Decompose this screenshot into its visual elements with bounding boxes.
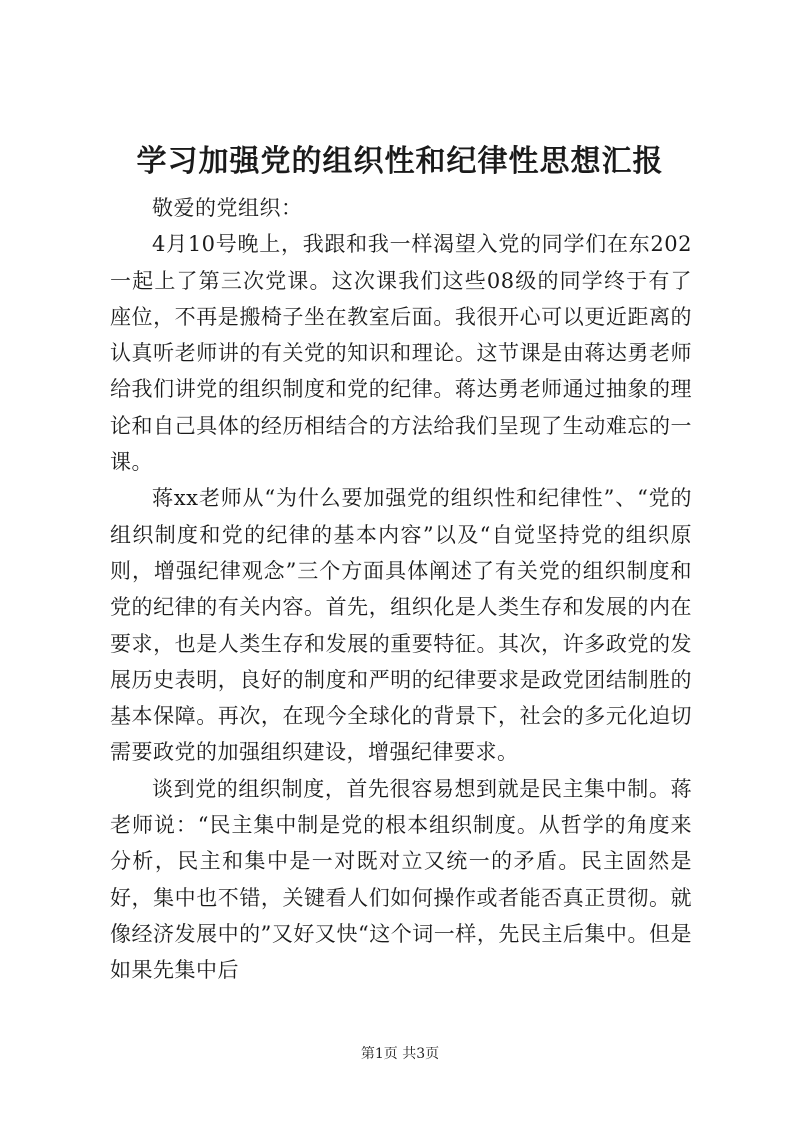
page-number-footer: 第1页 共3页: [360, 1046, 440, 1062]
salutation-paragraph: 敬爱的党组织：: [152, 196, 303, 220]
body-paragraph: 4月10号晚上，我跟和我一样渴望入党的同学们在东202一起上了第三次党课。这次课我们这些08级的同学终于有了座位，不再是搬椅子坐在教室后面。我很开心可以更近距离的认真听老师讲的有关党的知识和理论。这节课是由蒋达勇老师给我们讲党的组织制度和党的纪律。蒋达勇老师通过抽象的理论和自己具体的经历相结合的方法给我们呈现了生动难忘的一课。: [110, 232, 692, 475]
body-paragraph: 蒋xx老师从“为什么要加强党的组织性和纪律性”、“党的组织制度和党的纪律的基本内容”以及“自觉坚持党的组织原则，增强纪律观念”三个方面具体阐述了有关党的组织制度和党的纪律的有关内容。首先，组织化是人类生存和发展的内在要求，也是人类生存和发展的重要特征。其次，许多政党的发展历史表明，良好的制度和严明的纪律要求是政党团结制胜的基本保障。再次，在现今全球化的背景下，社会的多元化迫切需要政党的加强组织建设，增强纪律要求。: [110, 486, 692, 765]
body-paragraph: 谈到党的组织制度，首先很容易想到就是民主集中制。蒋老师说：“民主集中制是党的根本组织制度。从哲学的角度来分析，民主和集中是一对既对立又统一的矛盾。民主固然是好，集中也不错，关键看人们如何操作或者能否真正贯彻。就像经济发展中的”又好又快“这个词一样，先民主后集中。但是如果先集中后: [110, 776, 692, 983]
document-body: [110, 190, 692, 989]
document-title: 学习加强党的组织性和纪律性思想汇报: [136, 144, 664, 179]
